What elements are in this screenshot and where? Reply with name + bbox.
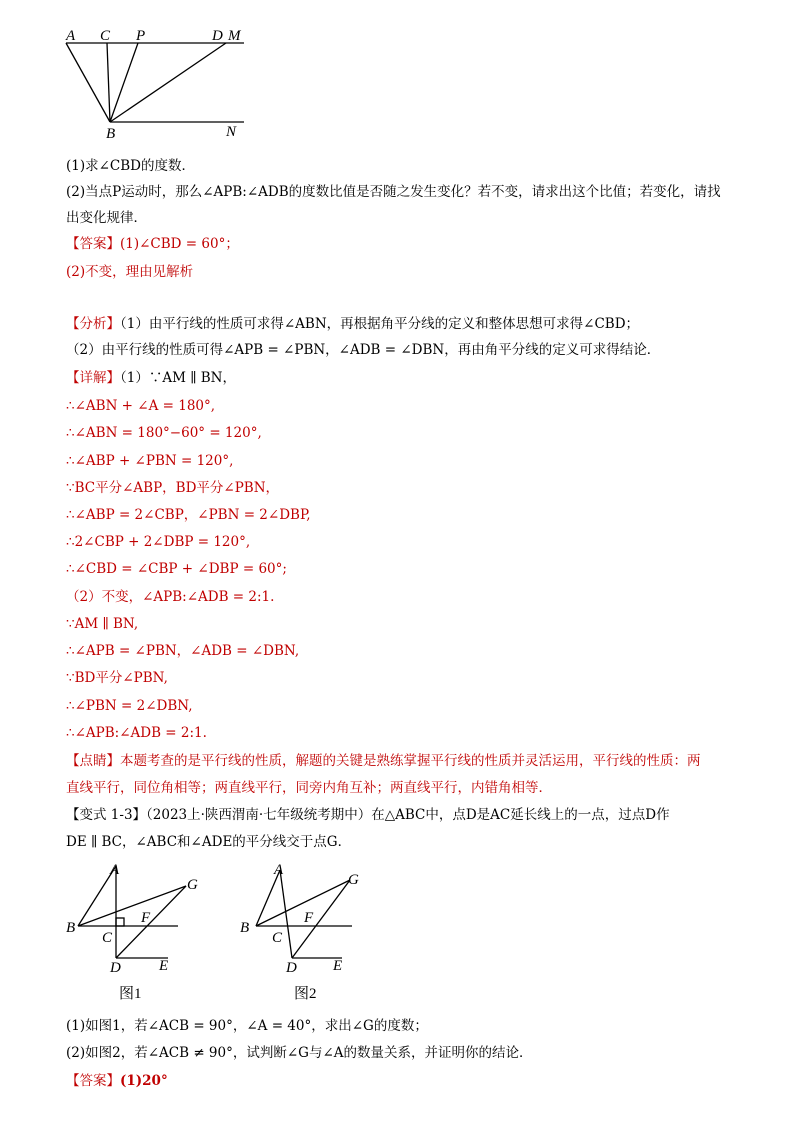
comment-line1: 本题考查的是平行线的性质，解题的关键是熟练掌握平行线的性质并灵活运用，平行线的性质：两 <box>120 753 701 769</box>
fig1-label-B: B <box>66 920 76 936</box>
variant-line1: （2023上·陕西渭南·七年级统考期中）在△ABC中，点D是AC延长线上的一点，过点D作 <box>146 807 670 823</box>
fig1-caption: 图1 <box>119 986 142 1002</box>
detail-head: （1）∵AM ∥ BN， <box>120 370 236 386</box>
step-11: ∵BD平分∠PBN, <box>66 670 168 686</box>
question-1: (1)求∠CBD的度数． <box>66 158 196 174</box>
step-4: ∵BC平分∠ABP，BD平分∠PBN， <box>66 480 280 496</box>
variant-question-1: (1)如图1，若∠ACB = 90°，∠A = 40°，求出∠G的度数； <box>66 1018 428 1034</box>
answer-1: (1)∠CBD = 60°； <box>120 236 239 252</box>
detail-tag: 【详解】 <box>66 370 120 386</box>
figure-parallel-lines <box>60 24 260 144</box>
analysis-line1: （1）由平行线的性质可求得∠ABN，再根据角平分线的定义和整体思想可求得∠CBD； <box>120 316 640 332</box>
variant-question-2: (2)如图2，若∠ACB ≠ 90°，试判断∠G与∠A的数量关系，并证明你的结论． <box>66 1045 533 1061</box>
fig1-label-F: F <box>141 910 151 926</box>
question-2-line1: (2)当点P运动时，那么∠APB:∠ADB的度数比值是否随之发生变化？若不变，请求出这个比值；若变化，请找 <box>66 184 721 200</box>
fig2-label-E: E <box>333 958 343 974</box>
figure-1 <box>62 856 212 1006</box>
label-D: D <box>212 28 223 44</box>
step-12: ∴∠PBN = 2∠DBN, <box>66 698 193 714</box>
comment-tag: 【点睛】 <box>66 753 120 769</box>
comment-line2: 直线平行，同位角相等；两直线平行，同旁内角互补；两直线平行，内错角相等． <box>66 780 552 796</box>
fig1-label-G: G <box>187 877 198 893</box>
label-A: A <box>66 28 76 44</box>
answer-tag: 【答案】 <box>66 236 120 252</box>
fig2-label-C: C <box>272 930 283 946</box>
label-P: P <box>136 28 146 44</box>
step-10: ∴∠APB = ∠PBN，∠ADB = ∠DBN, <box>66 643 300 659</box>
fig1-label-A: A <box>110 862 120 878</box>
variant-tag: 【变式 1-3】 <box>66 807 147 823</box>
fig2-label-F: F <box>304 910 314 926</box>
fig2-label-G: G <box>348 872 359 888</box>
variant-line2: DE ∥ BC，∠ABC和∠ADE的平分线交于点G． <box>66 834 352 850</box>
answer-2: (2)不变，理由见解析 <box>66 264 194 280</box>
step-8: （2）不变，∠APB:∠ADB = 2:1. <box>66 589 275 605</box>
step-7: ∴∠CBD = ∠CBP + ∠DBP = 60°; <box>66 561 287 577</box>
step-1: ∴∠ABN + ∠A = 180°, <box>66 398 216 414</box>
step-9: ∵AM ∥ BN, <box>66 616 139 632</box>
label-M: M <box>228 28 241 44</box>
analysis-tag: 【分析】 <box>66 316 120 332</box>
analysis-line2: （2）由平行线的性质可得∠APB = ∠PBN，∠ADB = ∠DBN，再由角平分线的定义可求得结论． <box>66 342 661 358</box>
step-6: ∴2∠CBP + 2∠DBP = 120°, <box>66 534 251 550</box>
fig2-label-B: B <box>240 920 250 936</box>
label-N: N <box>226 124 237 140</box>
fig2-label-D: D <box>286 960 297 976</box>
fig2-caption: 图2 <box>294 986 317 1002</box>
label-B: B <box>106 126 116 142</box>
variant-answer-tag: 【答案】 <box>66 1073 120 1089</box>
step-13: ∴∠APB:∠ADB = 2:1. <box>66 725 207 741</box>
fig2-label-A: A <box>274 862 284 878</box>
step-2: ∴∠ABN = 180°−60° = 120°, <box>66 425 262 441</box>
question-2-line2: 出变化规律． <box>66 210 147 226</box>
fig1-label-C: C <box>102 930 113 946</box>
step-3: ∴∠ABP + ∠PBN = 120°, <box>66 453 234 469</box>
step-5: ∴∠ABP = 2∠CBP，∠PBN = 2∠DBP, <box>66 507 311 523</box>
fig1-label-D: D <box>110 960 121 976</box>
variant-answer-1: (1)20° <box>120 1073 168 1089</box>
figure-2 <box>236 856 386 1006</box>
fig1-label-E: E <box>159 958 169 974</box>
label-C: C <box>100 28 111 44</box>
